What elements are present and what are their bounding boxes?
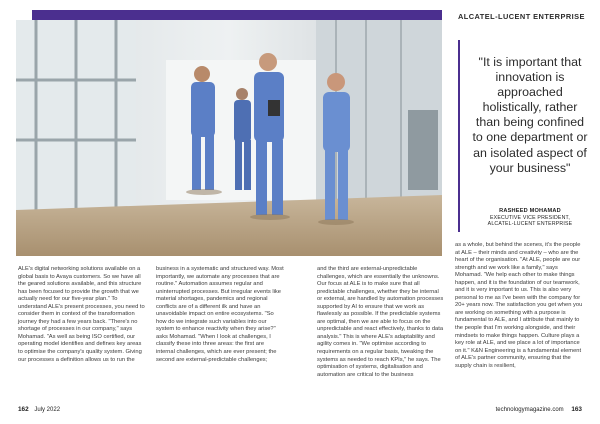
article-column-1 <box>18 266 146 364</box>
article-text: ALE's digital networking solutions available on a global basis to Avaya customers. So we have all the geared solutions available, and this structure has been focused to provide the growth that we actually need for our five-year plan." To understand ALE's present processes, you need to consider them in context of the transformation journey they had a few years back. "There's no shortage of processes in our company," says Mohamad. "As well as being ISO certified, our operating model identifies and defines key areas to optimise the company's quality system. Giving our processes a definition allows us to run the <box>18 266 145 363</box>
article-text: and the third are external-unpredictable challenges, which are essentially the unknowns. Our focus at ALE is to make sure that all predictable challenges, whether they be internal or external, are handled by automation processes supported by AI to ensure that we work as flawlessly as possible. If the predictable systems are optimal, then we are able to focus on the unpredictable and react effectively, thanks to data analysis." This is where ALE's adaptability and agility comes in. "We optimise according to requirements on a regular basis, tweaking the systems as needed to reach KPIs," he says. The optimisation of systems, digitalisation and automation are critical to the business <box>317 266 444 378</box>
website-link[interactable]: technologymagazine.com <box>495 407 564 413</box>
pull-quote: "It is important that innovation is approached holistically, rather than being confined to one department or an isolated aspect of your business" <box>472 55 588 175</box>
brand-header: ALCATEL-LUCENT ENTERPRISE <box>458 12 585 21</box>
article-column-2 <box>156 266 284 364</box>
article-column-4 <box>455 242 583 370</box>
footer-left <box>18 406 60 413</box>
article-text: business in a systematic and structured way. Most importantly, we automate any processes that are routine." Automation assumes regular and uninterrupted processes. But irregular events like material shortages, pandemics and regional conflicts are of a different ilk and have an unavoidable impact on entire ecosystems. "So how do we integrate such variables into our system to enhance reactivity when they arise?" asks Mohamad. "When I look at challenges, I classify these into three areas: the first are internal challenges, which are ever present; the second are external-predictable challenges; <box>156 266 284 363</box>
quote-attribution-title: EXECUTIVE VICE PRESIDENT, <box>490 215 570 221</box>
issue-date: July 2022 <box>34 407 61 413</box>
accent-bar <box>32 10 442 20</box>
quote-attribution-company: ALCATEL-LUCENT ENTERPRISE <box>487 221 573 227</box>
article-text: as a whole, but behind the scenes, it's the people at ALE – their minds and creativity – who are the heart of the organisation. "At ALE, people are our strength and we work like a family," says Mohamad. "We help each other to make things happen, and it is the foundation of our teamwork, and it is very important to us. This is also very personal to me as I've been with the company for 20+ years now. The satisfaction you get when you are working on something with a purpose is fundamental to ALE, and I attribute that mainly to the people that I'm working alongside, and their mindsets to make things happen. Culture plays a key role at ALE, and we place a lot of importance on it." K&N Engineering is a fundamental element of ALE's partner community, ensuring that the supply chain is resilient, <box>455 242 583 369</box>
page-number-left: 162 <box>18 406 29 413</box>
page-number-right: 163 <box>571 406 582 413</box>
hospital-corridor-photo <box>16 20 442 256</box>
article-column-3 <box>317 266 445 379</box>
footer-right <box>496 406 582 413</box>
quote-attribution-name: RASHEED MOHAMAD <box>499 208 561 214</box>
